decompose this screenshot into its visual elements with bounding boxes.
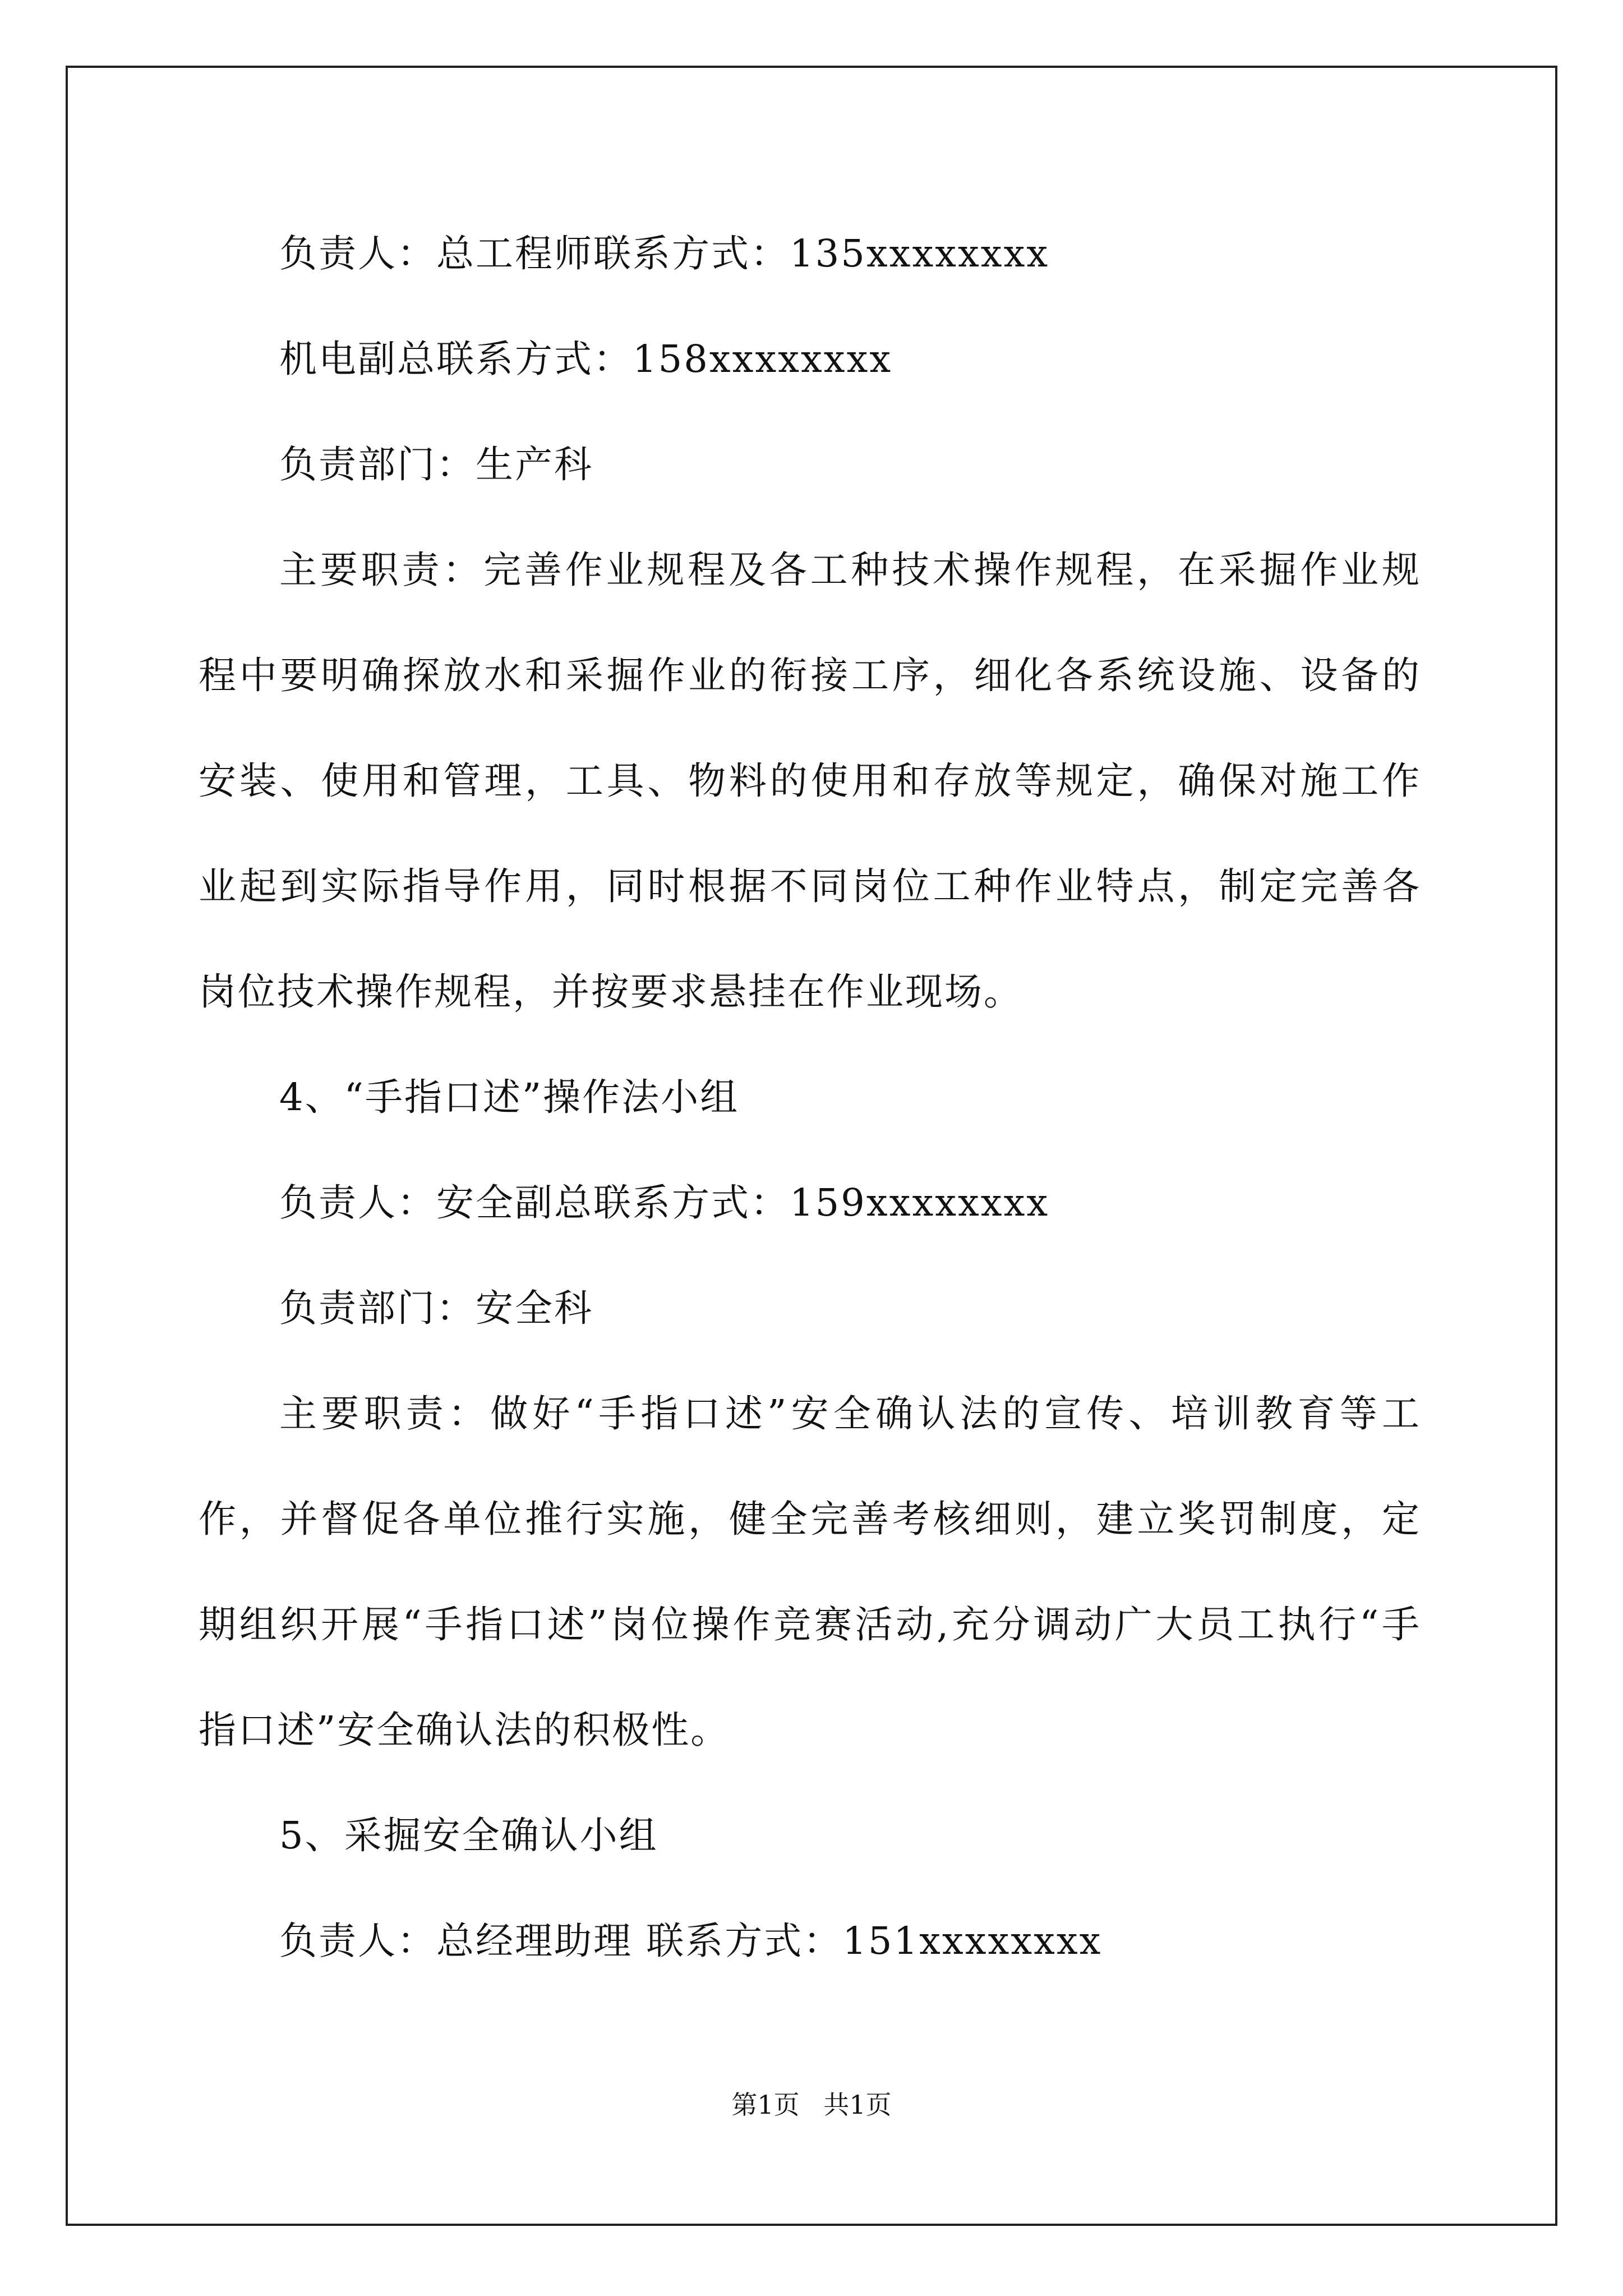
contact-line-deputy-electromechanical: 机电副总联系方式：158xxxxxxxx bbox=[279, 337, 893, 381]
duties-paragraph-line: 程中要明确探放水和采掘作业的衔接工序，细化各系统设施、设备的 bbox=[199, 654, 1421, 697]
duties-paragraph-line: 期组织开展“手指口述”岗位操作竞赛活动,充分调动广大员工执行“手 bbox=[199, 1603, 1421, 1646]
contact-line-chief-engineer: 负责人：总工程师联系方式：135xxxxxxxx bbox=[279, 232, 1050, 275]
duties-paragraph-line: 作，并督促各单位推行实施，健全完善考核细则，建立奖罚制度，定 bbox=[199, 1497, 1421, 1541]
page-total: 共1页 bbox=[823, 2090, 892, 2120]
section-heading-5: 5、采掘安全确认小组 bbox=[279, 1814, 658, 1857]
page-number: 第1页 bbox=[731, 2090, 800, 2120]
duties-paragraph-line: 业起到实际指导作用，同时根据不同岗位工种作业特点，制定完善各 bbox=[199, 864, 1421, 908]
duties-paragraph-line: 指口述”安全确认法的积极性。 bbox=[199, 1708, 730, 1752]
contact-line-assistant-gm: 负责人：总经理助理 联系方式：151xxxxxxxx bbox=[279, 1919, 1103, 1963]
page-footer bbox=[0, 2089, 1623, 2120]
page-border bbox=[66, 66, 1557, 2226]
duties-paragraph-line: 安装、使用和管理，工具、物料的使用和存放等规定，确保对施工作 bbox=[199, 759, 1421, 803]
department-line-production: 负责部门：生产科 bbox=[279, 443, 593, 486]
duties-paragraph-line: 主要职责：做好“手指口述”安全确认法的宣传、培训教育等工 bbox=[279, 1392, 1421, 1435]
contact-line-safety-deputy: 负责人：安全副总联系方式：159xxxxxxxx bbox=[279, 1181, 1050, 1225]
department-line-safety: 负责部门：安全科 bbox=[279, 1286, 593, 1330]
duties-paragraph-line: 主要职责：完善作业规程及各工种技术操作规程，在采掘作业规 bbox=[279, 548, 1421, 592]
section-heading-4: 4、“手指口述”操作法小组 bbox=[279, 1075, 740, 1119]
duties-paragraph-line: 岗位技术操作规程，并按要求悬挂在作业现场。 bbox=[199, 970, 1023, 1014]
